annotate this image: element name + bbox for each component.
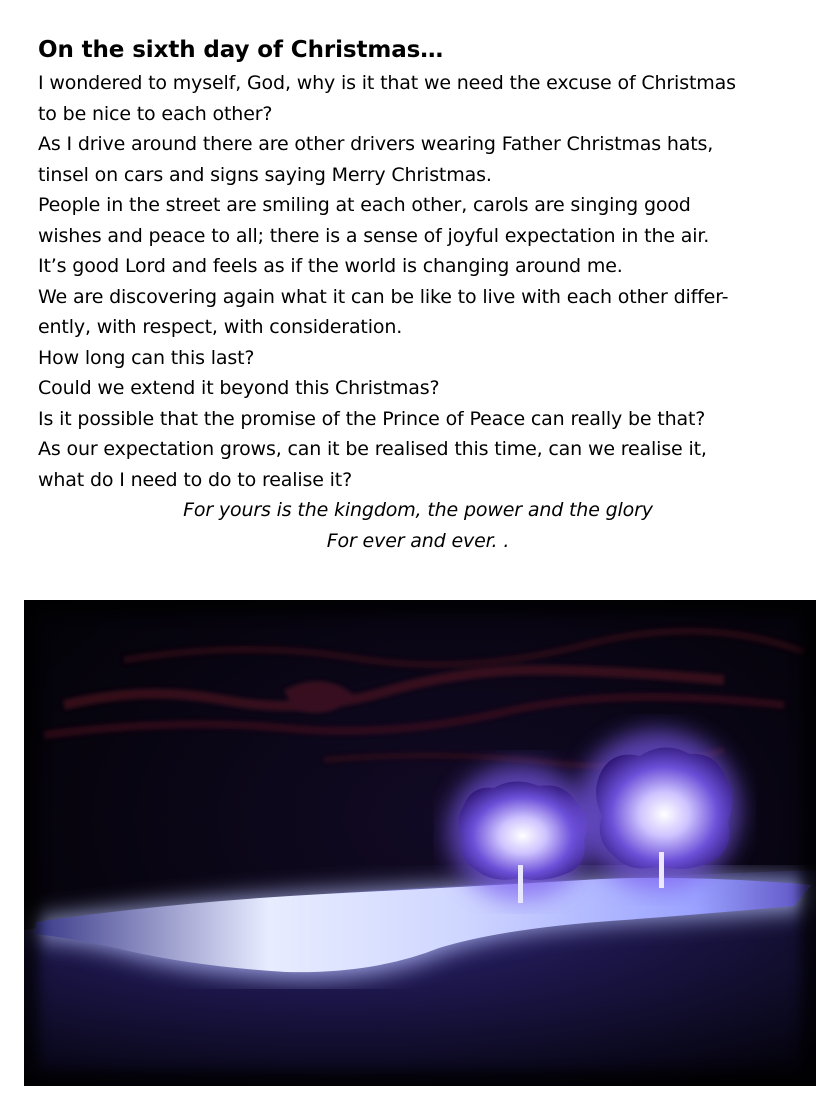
closing-line: For yours is the kingdom, the power and the glory — [183, 499, 653, 521]
body-line: to be nice to each other? — [38, 102, 273, 125]
body-line: As our expectation grows, can it be realised this time, can we realise it, — [38, 438, 707, 460]
right-tree — [576, 730, 740, 890]
document-text — [38, 32, 808, 556]
body-line: People in the street are smiling at each other, carols are singing good — [38, 194, 691, 216]
painting-canvas — [24, 600, 816, 1086]
closing-line: For ever and ever. . — [326, 529, 510, 552]
body-line: wishes and peace to all; there is a sense of joyful expectation in the air. — [38, 224, 710, 247]
body-line: As I drive around there are other drivers wearing Father Christmas hats, — [38, 133, 714, 155]
body-line: tinsel on cars and signs saying Merry Christmas. — [38, 163, 492, 186]
page-title: On the sixth day of Christmas… — [38, 37, 444, 63]
body-line: what do I need to do to realise it? — [38, 468, 353, 491]
body-line: We are discovering again what it can be like to live with each other differ- — [38, 285, 729, 308]
body-line: Could we extend it beyond this Christmas? — [38, 377, 440, 399]
closing-prayer — [38, 495, 808, 556]
body-line: Is it possible that the promise of the Prince of Peace can really be that? — [38, 407, 706, 430]
body-line: It’s good Lord and feels as if the world is changing around me. — [38, 255, 623, 277]
body-line: I wondered to myself, God, why is it that we need the excuse of Christmas — [38, 72, 736, 94]
body-line: ently, with respect, with consideration. — [38, 316, 403, 338]
body-text — [38, 68, 808, 495]
night-trees-painting — [24, 600, 816, 1086]
body-line: How long can this last? — [38, 346, 255, 369]
